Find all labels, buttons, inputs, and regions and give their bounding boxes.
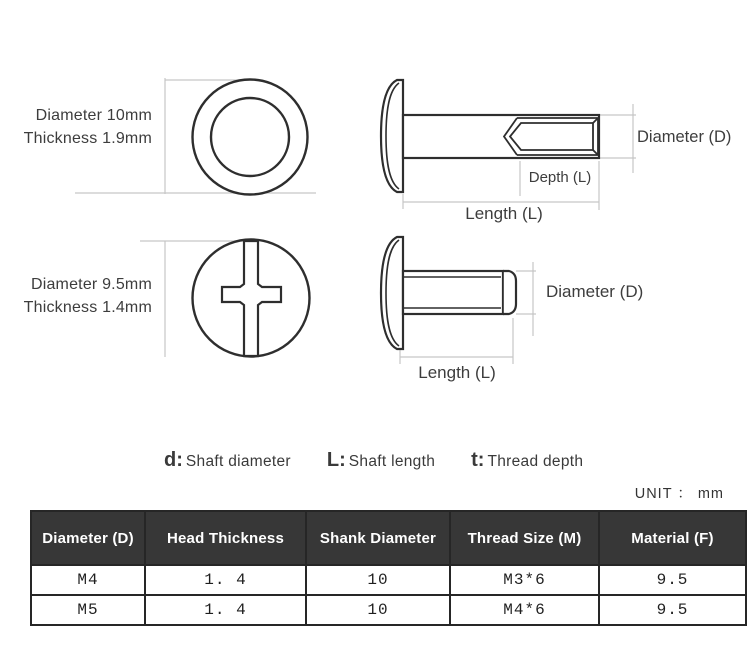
legend-text: Thread depth [487,453,584,470]
header-material: Material (F) [599,511,746,565]
cell-thread-size: M3*6 [450,565,599,595]
table-row [31,595,746,625]
head-diameter-label: Diameter 9.5mm [30,276,152,293]
length-label-top: Length (L) [465,204,543,223]
cell-shank-diameter: 10 [306,595,450,625]
head-diameter-label: Diameter 10mm [35,107,152,124]
bottom-head-dimensions [0,273,152,319]
cell-material: 9.5 [599,595,746,625]
header-diameter: Diameter (D) [31,511,145,565]
legend [164,449,583,472]
header-thread-size: Thread Size (M) [450,511,599,565]
spec-table [30,510,747,626]
legend-text: Shaft diameter [185,453,291,470]
shaft-rounded-tip [503,271,516,314]
cell-head-thickness: 1. 4 [145,595,306,625]
cell-thread-size: M4*6 [450,595,599,625]
phillips-head-top-view [193,240,310,357]
cell-head-thickness: 1. 4 [145,565,306,595]
cell-material: 9.5 [599,565,746,595]
legend-symbol: t: [471,449,485,471]
screw-head-profile [381,237,403,349]
unit-note: UNIT ： mm [634,486,724,502]
header-head-thickness: Head Thickness [145,511,306,565]
table-row [31,565,746,595]
head-thickness-label: Thickness 1.9mm [23,130,152,147]
depth-label: Depth (L) [528,169,592,186]
diameter-label-bottom: Diameter (D) [546,282,644,301]
screw-head-profile [381,80,403,192]
legend-item-shaft-length [327,449,435,472]
spec-table-header-row [31,511,746,565]
top-head-dimensions [0,104,152,150]
cell-diameter: M5 [31,595,145,625]
threaded-screw-side-view [381,237,516,349]
head-thickness-label: Thickness 1.4mm [23,299,152,316]
cell-shank-diameter: 10 [306,565,450,595]
diameter-label-top: Diameter (D) [637,128,732,146]
header-shank-diameter: Shank Diameter [306,511,450,565]
legend-symbol: d: [164,449,183,471]
length-label-bottom: Length (L) [418,363,496,382]
head-inner-circle [211,98,289,176]
legend-text: Shaft length [348,453,436,470]
cell-diameter: M4 [31,565,145,595]
legend-symbol: L: [326,449,346,471]
screw-shaft [403,115,599,158]
legend-item-shaft-diameter [164,449,291,472]
legend-item-thread-depth [471,449,583,472]
flat-head-top-view [193,80,308,195]
